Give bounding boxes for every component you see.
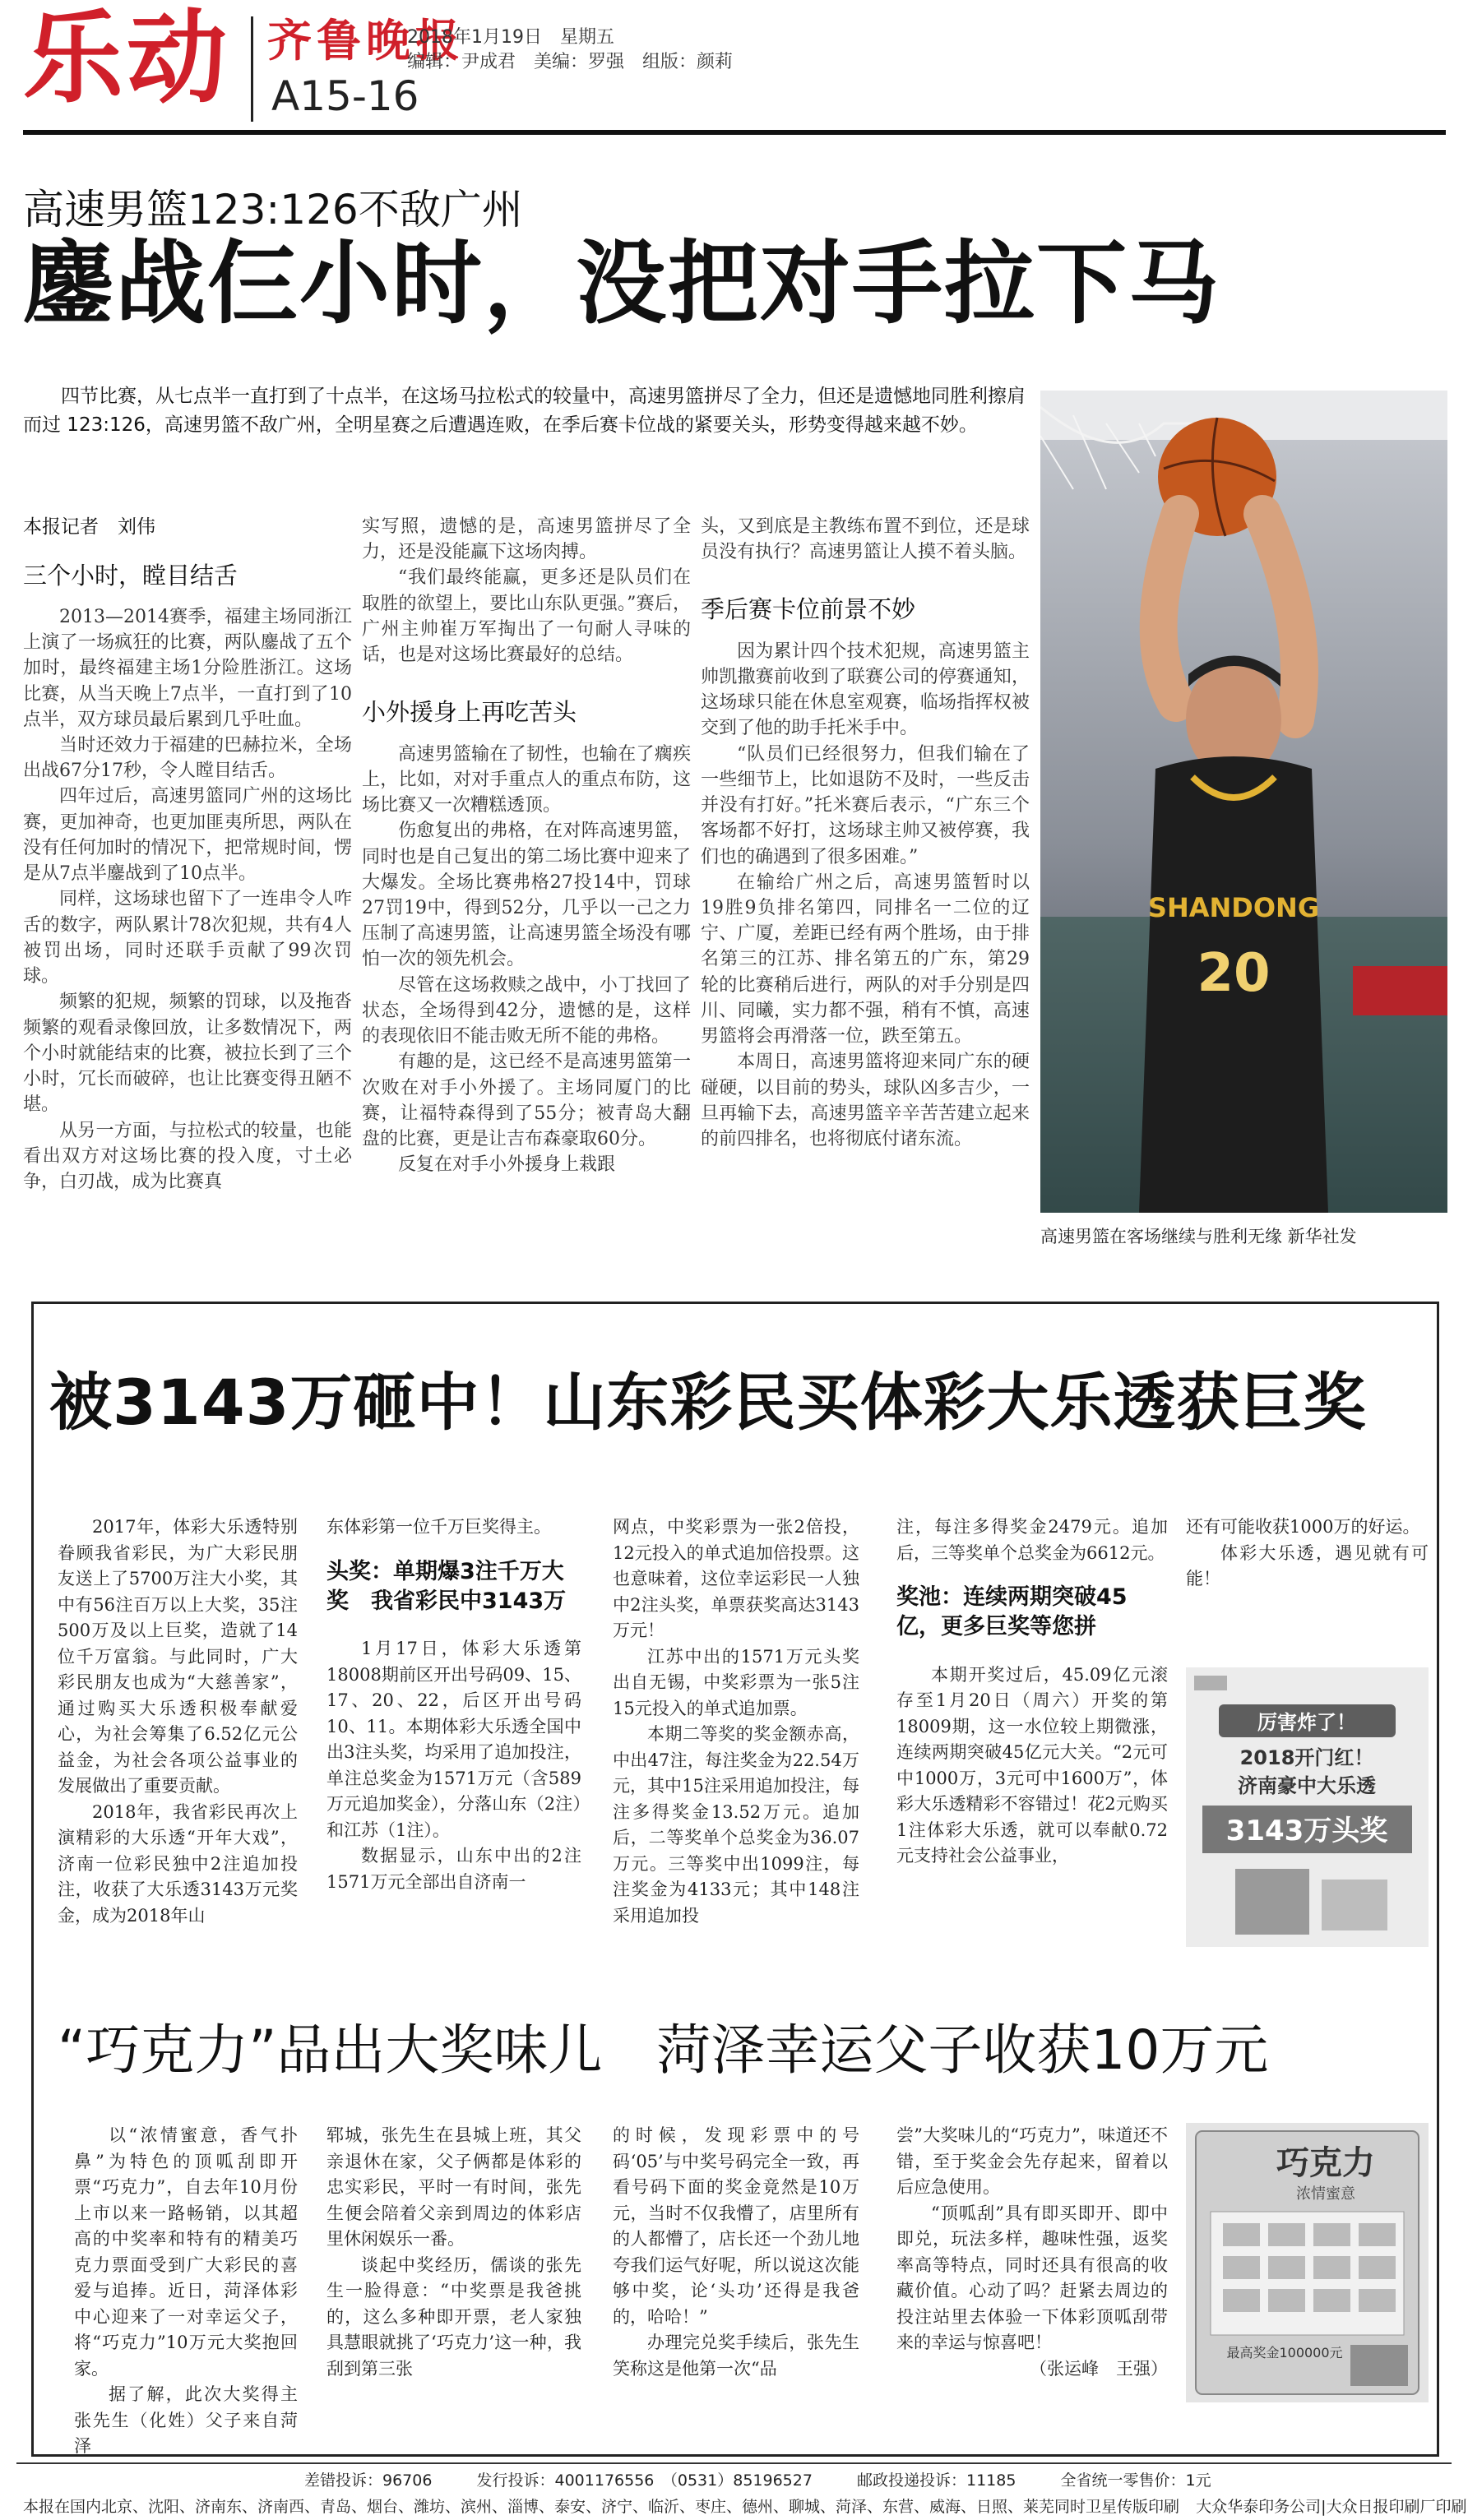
paragraph: “我们最终能赢，更多还是队员们在取胜的欲望上，要比山东队更强。”赛后，广州主帅崔万军掏出了一句耐人寻味的话，也是对这场比赛最好的总结。 (362, 567, 691, 666)
header-rule (23, 130, 1446, 135)
retail-price: 全省统一零售价：1元 (1060, 2471, 1211, 2490)
story-kicker: 高速男篮123:126不敌广州 (23, 186, 523, 234)
paragraph: 以“浓情蜜意，香气扑鼻”为特色的顶呱刮即开票“巧克力”，自去年10月份上市以来一路畅销，以其超高的中奖率和特有的精美巧克力票面受到广大彩民的喜爱与追捧。近日，菏泽体彩中心迎来了一对幸运父子，将“巧克力”10万元大奖抱回家。 (74, 2125, 298, 2379)
paragraph: 尝”大奖味儿的“巧克力”，味道还不错，至于奖金会先存起来，留着以后应急使用。 (896, 2125, 1168, 2197)
lottery-ad-image-1 (1186, 1667, 1429, 1947)
editor-credits: 编辑：尹成君 美编：罗强 组版：颜莉 (407, 52, 734, 72)
header-divider (251, 16, 253, 122)
paragraph: 注，每注多得奖金2479元。追加后，三等奖单个总奖金为6612元。 (896, 1517, 1168, 1563)
issue-date: 2018年1月19日 星期五 (407, 27, 614, 48)
paragraph: 尽管在这场救赎之战中，小丁找回了状态，全场得到42分，遗憾的是，这样的表现依旧不能击败无所不能的弗格。 (362, 974, 691, 1047)
jersey-brand: SHANDONG (1147, 892, 1320, 923)
paragraph: 本期开奖过后，45.09亿元滚存至1月20日（周六）开奖的第18009期，这一水位较上期微涨，连续两期突破45亿元大关。“2元可中1000万，3元可中1600万”，体彩大乐透精彩不容错过！花2元购买1注体彩大乐透，就可以奉献0.72元支持社会公益事业， (896, 1664, 1168, 1866)
paragraph: 在输给广州之后，高速男篮暂时以19胜9负排名第四，同排名一二位的辽宁、广厦，差距已经有两个胜场，由于排名第三的江苏、排名第五的广东，第29轮的比赛稍后进行，两队的对手分别是四川、同曦，实力都不强，稍有不慎，高速男篮将会再滑落一位，跌至第五。 (701, 872, 1030, 1047)
paragraph: 东体彩第一位千万巨奖得主。 (326, 1517, 551, 1537)
paragraph: 实写照，遗憾的是，高速男篮拼尽了全力，还是没能赢下这场肉搏。 (362, 516, 691, 563)
paragraph: 的时候，发现彩票中的号码‘05’与中奖号码完全一致，再看号码下面的奖金竟然是10万元，当时不仅我懵了，店里所有的人都懵了，店长还一个劲儿地夸我们运气好呢，所以说这次能够中奖，论‘头功’还得是我爸的，哈哈！” (613, 2125, 859, 2327)
lottery-ad-illustration (1186, 1667, 1429, 1947)
paragraph: 谈起中奖经历，儒谈的张先生一脸得意：“中奖票是我爸挑的，这么多种即开票，老人家独具慧眼就挑了‘巧克力’这一种，我刮到第三张 (326, 2254, 581, 2379)
lottery2-column-4 (896, 2123, 1168, 2382)
paragraph: 郓城，张先生在县城上班，其父亲退休在家，父子俩都是体彩的忠实彩民，平时一有时间，张先生便会陪着父亲到周边的体彩店里休闲娱乐一番。 (326, 2125, 581, 2249)
paragraph: 反复在对手小外援身上栽跟 (398, 1154, 616, 1176)
paragraph: 办理完兑奖手续后，张先生笑称这是他第一次“品 (613, 2333, 859, 2379)
lottery1-column-3 (613, 1514, 859, 1929)
paragraph: 四年过后，高速男篮同广州的这场比赛，更加神奇，也更加匪夷所思，两队在没有任何加时的情况下，把常规时间，愣是从7点半鏖战到了10点半。 (23, 786, 352, 885)
lottery2-column-2 (326, 2123, 581, 2382)
lottery1-column-2 (326, 1514, 581, 1895)
subheading-3: 季后赛卡位前景不妙 (701, 595, 916, 624)
subheading-2: 小外援身上再吃苦头 (362, 698, 577, 727)
jersey-number: 20 (1197, 943, 1271, 1004)
postal-hotline: 邮政投递投诉：11185 (857, 2471, 1016, 2490)
paragraph: 有趣的是，这已经不是高速男篮第一次败在对手小外援了。主场同厦门的比赛，让福特森得到了55分；被青岛大翻盘的比赛，更是让吉布森豪取60分。 (362, 1052, 691, 1150)
subheading-1: 三个小时，瞠目结舌 (23, 561, 238, 590)
lottery2-column-3 (613, 2123, 859, 2382)
paragraph: 网点，中奖彩票为一张2倍投，12元投入的单式追加倍投票。这也意味着，这位幸运彩民一人独中2注头奖，单票获奖高达3143万元！ (613, 1517, 859, 1640)
footer-printing (23, 2495, 1468, 2517)
distribution-hotline: 发行投诉：4001176556 （0531）85196527 (476, 2471, 813, 2490)
ad1-line4: 3143万头奖 (1225, 1815, 1388, 1847)
lottery-subhead-jackpot: 头奖：单期爆3注千万大奖 我省彩民中3143万 (326, 1558, 567, 1614)
paragraph: 据了解，此次大奖得主张先生（化姓）父子来自菏泽 (74, 2384, 298, 2456)
ad1-line3: 济南豪中大乐透 (1238, 1774, 1376, 1797)
ad2-line3: 最高奖金100000元 (1226, 2345, 1343, 2360)
footer-rule (16, 2462, 1452, 2464)
basketball-photo (1040, 391, 1447, 1213)
page-range: A15-16 (271, 72, 419, 120)
paragraph: “队员们已经很努力，但我们输在了一些细节上，比如退防不及时，一些反击并没有打好。”托米赛后表示，“广东三个客场都不好打，这场球主帅又被停赛，我们也的确遇到了很多困难。” (701, 743, 1030, 867)
ad1-line1: 厉害炸了！ (1257, 1711, 1356, 1734)
paragraph: 伤愈复出的弗格，在对阵高速男篮，同时也是自己复出的第二场比赛中迎来了大爆发。全场比赛弗格27投14中，罚球27罚19中，得到52分，几乎以一己之力压制了高速男篮，让高速男篮全场没有哪怕一次的领先机会。 (362, 821, 691, 970)
paragraph: 还有可能收获1000万的好运。 (1186, 1517, 1420, 1537)
paragraph: “顶呱刮”具有即买即开、即中即兑，玩法多样，趣味性强，返奖率高等特点，同时还具有很高的收藏价值。心动了吗？赶紧去周边的投注站里去体验一下体彩顶呱刮带来的幸运与惊喜吧！ (896, 2203, 1168, 2352)
printer-name: 大众华泰印务公司|大众日报印刷厂印刷 (1196, 2498, 1467, 2516)
printing-locations: 本报在国内北京、沈阳、济南东、济南西、青岛、烟台、潍坊、滨州、淄博、泰安、济宁、临沂、枣庄、德州、聊城、菏泽、东营、威海、日照、莱芜同时卫星传版印刷 (23, 2498, 1180, 2516)
section-title: 乐动 (23, 0, 230, 117)
lottery1-column-1 (58, 1514, 298, 1929)
basketball-photo-illustration (1040, 391, 1447, 1213)
story-lede: 四节比赛，从七点半一直打到了十点半，在这场马拉松式的较量中，高速男篮拼尽了全力，但还是遗憾地同胜利擦肩而过 123:126，高速男篮不敌广州，全明星赛之后遭遇连败，在季后赛卡位战的紧要关头，形势变得越来越不妙。 (23, 386, 1026, 436)
lottery1-column-4 (896, 1514, 1168, 1870)
paragraph: 高速男篮输在了韧性，也输在了瘸疾上，比如，对对手重点人的重点布防，这场比赛又一次糟糕透顶。 (362, 743, 691, 816)
footer-contacts (304, 2468, 1251, 2490)
story-column-3 (701, 514, 1030, 1152)
paragraph: 同样，这场球也留下了一连串令人咋舌的数字，两队累计78次犯规，共有4人被罚出场，同时还联手贡献了99次罚球。 (23, 889, 352, 987)
paragraph: 从另一方面，与拉松式的较量，也能看出双方对这场比赛的投入度，寸土必争，白刃战，成为比赛真 (23, 1120, 352, 1192)
complaint-hotline: 差错投诉：96706 (304, 2471, 433, 2490)
ad2-line2: 浓情蜜意 (1296, 2185, 1355, 2203)
lottery2-column-1 (74, 2123, 298, 2460)
paragraph: 因为累计四个技术犯规，高速男篮主帅凯撒赛前收到了联赛公司的停赛通知，这场球只能在休息室观赛，临场指挥权被交到了他的助手托米手中。 (701, 640, 1030, 739)
paragraph: 2017年，体彩大乐透特别眷顾我省彩民，为广大彩民朋友送上了5700万注大小奖，其中有56注百万以上大奖，35注500万及以上巨奖，造就了14位千万富翁。与此同时，广大彩民朋友也成为“大慈善家”，通过购买大乐透积极奉献爱心，为社会筹集了6.52亿元公益金，为社会各项公益事业的发展做出了重要贡献。 (58, 1517, 298, 1796)
author-credit: （张运峰 王强） (1030, 2358, 1168, 2379)
lottery-headline-2: “巧克力”品出大奖味儿 菏泽幸运父子收获10万元 (58, 2018, 1269, 2082)
story-column-1 (23, 514, 352, 1195)
story-column-2 (362, 514, 691, 1178)
byline: 本报记者 刘伟 (23, 516, 155, 538)
paragraph: 数据显示，山东中出的2注1571万元全部出自济南一 (326, 1846, 581, 1892)
lottery-headline-1: 被3143万砸中！山东彩民买体彩大乐透获巨奖 (49, 1366, 1367, 1439)
scratch-ticket-illustration (1186, 2123, 1429, 2402)
lottery-subhead-pool: 奖池：连续两期突破45亿，更多巨奖等您拼 (896, 1584, 1128, 1640)
paragraph: 体彩大乐透，遇见就有可能！ (1186, 1542, 1429, 1588)
paper-name-logo: 齐鲁晚报 (267, 14, 465, 67)
story-headline: 鏖战仨小时，没把对手拉下马 (23, 231, 1220, 336)
paragraph: 头，又到底是主教练布置不到位，还是球员没有执行？高速男篮让人摸不着头脑。 (701, 516, 1030, 563)
paragraph: 本周日，高速男篮将迎来同广东的硬碰硬，以目前的势头，球队凶多吉少，一旦再输下去，高速男篮辛辛苦苦建立起来的前四排名，也将彻底付诸东流。 (701, 1052, 1030, 1150)
paragraph: 江苏中出的1571万元头奖出自无锡，中奖彩票为一张5注15元投入的单式追加票。 (613, 1646, 859, 1718)
paragraph: 2018年，我省彩民再次上演精彩的大乐透“开年大戏”，济南一位彩民独中2注追加投注，收获了大乐透3143万元奖金，成为2018年山 (58, 1801, 298, 1926)
lottery-ad-image-2 (1186, 2123, 1429, 2402)
photo-caption: 高速男篮在客场继续与胜利无缘 新华社发 (1040, 1227, 1357, 1246)
paragraph: 1月17日，体彩大乐透第18008期前区开出号码09、15、17、20、22，后区开出号码10、11。本期体彩大乐透全国中出3注头奖，均采用了追加投注，单注总奖金为1571万元（含589万元追加奖金），分落山东（2注）和江苏（1注）。 (326, 1639, 581, 1840)
paragraph: 频繁的犯规，频繁的罚球，以及拖沓频繁的观看录像回放，让多数情况下，两个小时就能结束的比赛，被拉长到了三个小时，冗长而破碎，也让比赛变得丑陋不堪。 (23, 992, 352, 1116)
paragraph: 当时还效力于福建的巴赫拉米，全场出战67分17秒，令人瞠目结舌。 (23, 735, 352, 782)
paragraph: 2013—2014赛季，福建主场同浙江上演了一场疯狂的比赛，两队鏖战了五个加时，最终福建主场1分险胜浙江。这场比赛，从当天晚上7点半，一直打到了10点半，双方球员最后累到几乎吐血。 (23, 606, 352, 730)
ad2-line1: 巧克力 (1276, 2144, 1375, 2182)
ad1-line2: 2018开门红！ (1239, 1746, 1374, 1769)
paragraph: 本期二等奖的奖金额赤高，中出47注，每注奖金为22.54万元，其中15注采用追加投注，每注多得奖金13.52万元。追加后，二等奖单个总奖金为36.07万元。三等奖中出1099注，每注奖金为4133元；其中148注采用追加投 (613, 1724, 859, 1926)
lottery1-column-5 (1186, 1514, 1429, 1593)
